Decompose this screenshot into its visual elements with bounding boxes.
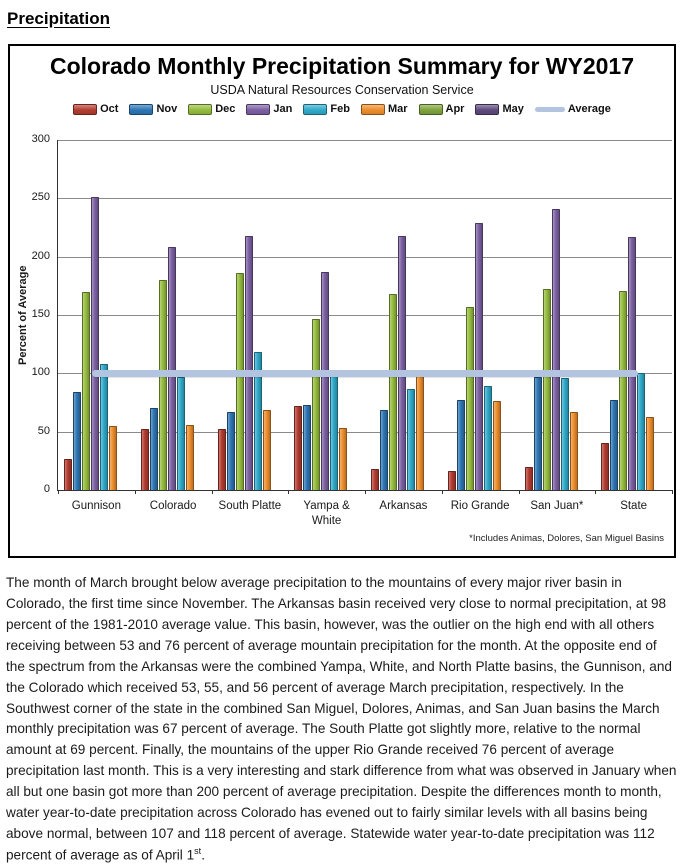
bar-feb-1	[177, 377, 185, 490]
bar-feb-0	[100, 364, 108, 490]
bar-oct-7	[601, 443, 609, 490]
bar-mar-4	[416, 376, 424, 490]
average-line-swatch	[535, 107, 565, 112]
legend-label: Nov	[156, 103, 178, 115]
bar-dec-0	[82, 292, 90, 490]
x-category-label: State	[620, 500, 648, 512]
average-line	[92, 370, 637, 377]
bar-nov-6	[534, 377, 542, 490]
x-tick	[595, 490, 596, 494]
bar-dec-3	[312, 319, 320, 491]
bar-jan-7	[628, 237, 636, 490]
bar-oct-4	[371, 469, 379, 490]
legend-label: Apr	[445, 103, 465, 115]
y-tick-label: 200	[31, 249, 50, 262]
y-tick-label: 100	[31, 366, 50, 379]
chart-subtitle: USDA Natural Resources Conservation Service	[210, 83, 474, 97]
legend-item-dec	[188, 103, 235, 115]
legend-label: Jan	[273, 103, 293, 115]
legend-color-swatch	[419, 104, 443, 115]
legend-item-apr	[419, 103, 465, 115]
bar-mar-1	[186, 425, 194, 490]
bar-dec-2	[236, 273, 244, 490]
bar-oct-3	[294, 406, 302, 490]
legend-color-swatch	[73, 104, 97, 115]
gridline	[58, 315, 672, 316]
legend-color-swatch	[188, 104, 212, 115]
bar-dec-4	[389, 294, 397, 490]
bar-mar-6	[570, 412, 578, 490]
x-category-label: San Juan*	[530, 500, 584, 512]
x-tick	[58, 490, 59, 494]
x-category-label: Arkansas	[379, 500, 428, 512]
bar-nov-2	[227, 412, 235, 490]
legend-item-oct	[73, 103, 118, 115]
bar-nov-3	[303, 405, 311, 490]
x-category-label: Colorado	[149, 500, 197, 512]
gridline	[58, 140, 672, 141]
bar-mar-2	[263, 410, 271, 491]
gridline	[58, 257, 672, 258]
legend-item-feb	[303, 103, 350, 115]
bar-jan-3	[321, 272, 329, 490]
y-axis-title: Percent of Average	[17, 265, 29, 365]
bar-jan-5	[475, 223, 483, 490]
y-tick-label: 150	[31, 308, 50, 320]
bar-nov-4	[380, 410, 388, 491]
report-tail: .	[201, 847, 205, 863]
legend-item-may	[475, 103, 523, 115]
chart-footnote: *Includes Animas, Dolores, San Miguel Basins	[469, 533, 664, 544]
y-tick-label: 250	[31, 191, 50, 204]
legend-item-jan	[246, 103, 292, 115]
bar-dec-5	[466, 307, 474, 490]
legend	[10, 103, 674, 115]
bar-mar-0	[109, 426, 117, 490]
x-tick	[672, 490, 673, 494]
chart-title: Colorado Monthly Precipitation Summary for WY2017	[49, 53, 635, 79]
bar-mar-5	[493, 401, 501, 490]
bar-oct-5	[448, 471, 456, 490]
bar-feb-5	[484, 386, 492, 490]
y-tick-label: 300	[31, 133, 50, 145]
bar-dec-6	[543, 289, 551, 490]
y-tick-label: 50	[37, 424, 50, 437]
legend-label: Oct	[100, 103, 119, 115]
bar-oct-2	[218, 429, 226, 490]
x-category-label: Rio Grande	[450, 500, 510, 512]
bar-feb-3	[330, 370, 338, 490]
report-superscript: st	[194, 845, 202, 856]
report-body: The month of March brought below average precipitation to the mountains of every major river basin in Colorado, the first time since November. The Arkansas basin received very close to normal precipitation, at 98 percent of the 1981-2010 average value. This basin, however, was the outlier on the high end with all others receiving between 53 and 76 percent of average mountain precipitation for the month. At the opposite end of the spectrum from the Arkansas were the combined Yampa, White, and North Platte basins, the Gunnison, and the Colorado which received 53, 55, and 56 percent of average March precipitation, respectively. In the Southwest corner of the state in the combined San Miguel, Dolores, Animas, and San Juan basins the March monthly precipitation was 67 percent of average. The South Platte got slightly more, relative to the normal amount at 69 percent. Finally, the mountains of the upper Rio Grande received 76 percent of average precipitation last month. This is a very interesting and stark difference from what was observed in January when all but one basin got more than 200 percent of average precipitation. Despite the differences month to month, water year-to-date precipitation across Colorado has evened out to fairly similar levels with all basins being above normal, between 107 and 118 percent of average. Statewide water year-to-date precipitation was 112 percent of average as of April 1	[6, 575, 677, 863]
legend-color-swatch	[475, 104, 499, 115]
legend-label: Average	[567, 103, 611, 115]
legend-item-average	[535, 103, 611, 115]
x-tick	[288, 490, 289, 494]
bar-oct-6	[525, 467, 533, 490]
plot-area	[58, 140, 672, 527]
x-tick	[442, 490, 443, 494]
x-category-label: Gunnison	[71, 500, 121, 512]
bar-nov-7	[610, 400, 618, 490]
page-title: Precipitation	[7, 9, 110, 28]
legend-color-swatch	[129, 104, 153, 115]
bar-oct-1	[141, 429, 149, 490]
bar-nov-5	[457, 400, 465, 490]
legend-label: Feb	[330, 103, 350, 115]
x-tick	[519, 490, 520, 494]
x-tick	[135, 490, 136, 494]
legend-label: Mar	[387, 103, 408, 115]
precipitation-chart	[8, 44, 676, 558]
bar-jan-6	[552, 209, 560, 490]
legend-color-swatch	[361, 104, 385, 115]
bar-feb-7	[637, 373, 645, 490]
x-category-label: Yampa & White	[303, 500, 350, 527]
bar-nov-1	[150, 408, 158, 490]
bar-dec-7	[619, 291, 627, 491]
gridline	[58, 198, 672, 199]
legend-item-mar	[361, 103, 408, 115]
bar-jan-0	[91, 197, 99, 490]
bar-jan-1	[168, 247, 176, 490]
legend-label: Dec	[215, 103, 236, 115]
legend-label: May	[502, 103, 524, 115]
bar-mar-3	[339, 428, 347, 490]
bar-feb-6	[561, 378, 569, 490]
bar-feb-4	[407, 389, 415, 491]
bar-jan-2	[245, 236, 253, 490]
x-tick	[365, 490, 366, 494]
bar-oct-0	[64, 459, 72, 491]
x-tick	[212, 490, 213, 494]
bar-dec-1	[159, 280, 167, 490]
legend-color-swatch	[246, 104, 270, 115]
bar-nov-0	[73, 392, 81, 490]
x-category-label: South Platte	[218, 500, 282, 512]
legend-item-nov	[129, 103, 177, 115]
bar-jan-4	[398, 236, 406, 490]
report-paragraph	[6, 573, 678, 866]
y-tick-label: 0	[43, 483, 50, 495]
bar-mar-7	[646, 417, 654, 491]
legend-color-swatch	[303, 104, 327, 115]
